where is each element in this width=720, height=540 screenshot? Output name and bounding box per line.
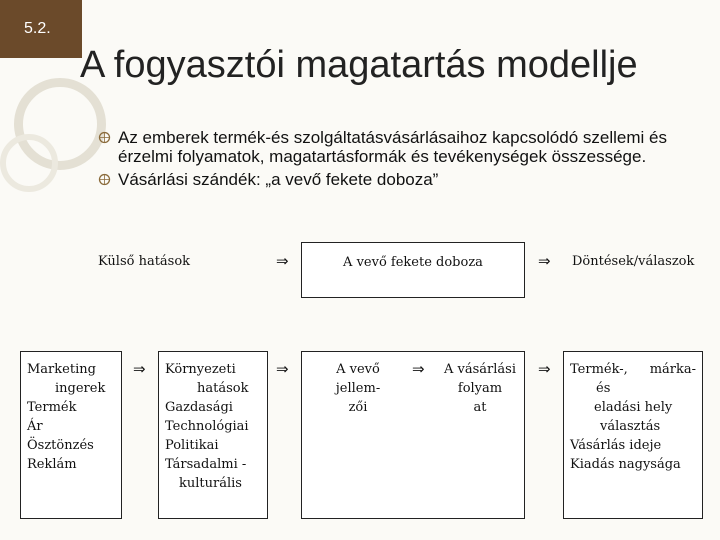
black-box-detail: [301, 351, 525, 519]
bullet-icon: [98, 131, 111, 144]
decisions-box: Termék-, márka- és eladási hely választás Vásárlás ideje Kiadás nagysága: [563, 351, 703, 519]
environment-box: Környezeti hatások Gazdasági Technológiai Politikai Társadalmi - kulturális: [158, 351, 268, 519]
arrow-icon: ⇒: [133, 360, 146, 378]
decisions-label: Döntések/válaszok: [572, 254, 695, 269]
slide-number: 5.2.: [24, 20, 51, 37]
arrow-icon: ⇒: [538, 360, 551, 378]
slide-number-tab: [0, 0, 82, 58]
bullet-item: Vásárlási szándék: „a vevő fekete doboza”: [96, 170, 706, 189]
arrow-icon: ⇒: [412, 360, 425, 378]
marketing-stimuli-box: Marketing ingerek Termék Ár Ösztönzés Reklám: [20, 351, 122, 519]
bullet-list: [96, 128, 706, 193]
decorative-ring-small: [0, 134, 58, 192]
arrow-icon: ⇒: [538, 252, 551, 270]
buyer-traits: A vevő jellem- zői: [335, 362, 381, 415]
bullet-icon: [98, 173, 111, 186]
arrow-icon: ⇒: [276, 360, 289, 378]
black-box-label: A vevő fekete doboza: [343, 255, 483, 270]
bullet-item: Az emberek termék-és szolgáltatásvásárlásaihoz kapcsolódó szellemi és érzelmi folyamatok, magatartásformák és tevékenységek összessége.: [96, 128, 706, 166]
buying-process: A vásárlási folyam at: [444, 362, 516, 415]
slide-title: A fogyasztói magatartás modellje: [80, 44, 638, 86]
external-influences-label: Külső hatások: [98, 254, 191, 269]
arrow-icon: ⇒: [276, 252, 289, 270]
black-box-header: [301, 242, 525, 298]
